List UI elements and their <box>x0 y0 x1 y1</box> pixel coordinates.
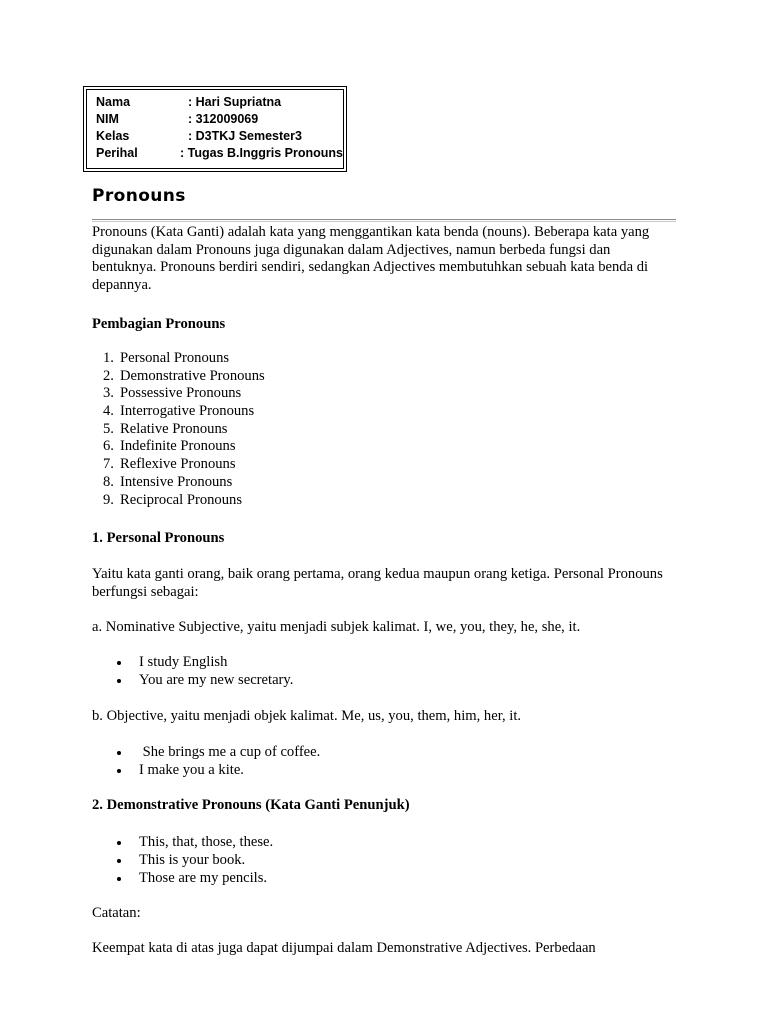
info-key: NIM <box>96 112 119 126</box>
pembagian-heading: Pembagian Pronouns <box>92 316 226 332</box>
page-title: Pronouns <box>92 186 186 206</box>
info-value: : 312009069 <box>188 112 259 126</box>
demonstrative-heading: 2. Demonstrative Pronouns (Kata Ganti Penunjuk) <box>92 797 410 813</box>
list-label: Reflexive Pronouns <box>120 456 236 473</box>
list-item <box>92 492 676 510</box>
info-row-nama <box>96 94 343 111</box>
list-item <box>92 385 676 403</box>
list-item <box>92 350 676 368</box>
personal-description: Yaitu kata ganti orang, baik orang pertama, orang kedua maupun orang ketiga. Personal Pronouns berfungsi sebagai: <box>92 566 663 600</box>
list-item: You are my new secretary. <box>92 671 676 689</box>
list-item: I study English <box>92 653 676 671</box>
list-number: 7. <box>103 456 114 473</box>
info-key: Kelas <box>96 129 130 143</box>
info-value: : Tugas B.Inggris Pronouns <box>180 146 343 160</box>
list-item <box>92 403 676 421</box>
list-label: Reciprocal Pronouns <box>120 491 242 508</box>
list-label: Interrogative Pronouns <box>120 403 255 420</box>
list-number: 3. <box>103 385 114 402</box>
list-number: 4. <box>103 403 114 420</box>
list-number: 9. <box>103 491 114 508</box>
objective-text: b. Objective, yaitu menjadi objek kalimat. Me, us, you, them, him, her, it. <box>92 708 522 724</box>
personal-heading: 1. Personal Pronouns <box>92 530 225 546</box>
info-value: : Hari Supriatna <box>188 95 282 109</box>
list-item: This, that, those, these. <box>92 833 676 851</box>
info-row-perihal <box>96 145 343 162</box>
list-item <box>92 421 676 439</box>
list-item <box>92 368 676 386</box>
info-key: Perihal <box>96 146 138 160</box>
list-item: Those are my pencils. <box>92 869 676 887</box>
nominative-text: a. Nominative Subjective, yaitu menjadi subjek kalimat. I, we, you, they, he, she, it. <box>92 619 581 635</box>
list-label: Demonstrative Pronouns <box>120 367 265 384</box>
catatan-label: Catatan: <box>92 905 141 921</box>
list-number: 8. <box>103 473 114 490</box>
list-item <box>92 438 676 456</box>
intro-paragraph: Pronouns (Kata Ganti) adalah kata yang menggantikan kata benda (nouns). Beberapa kata yang digunakan dalam Pronouns juga digunakan dalam Adjectives, namun berbeda fungsi dan bentuknya. Pronouns berdiri sendiri, sedangkan Adjectives membutuhkan sebuah kata benda di depannya. <box>92 224 650 293</box>
pembagian-list <box>92 350 676 509</box>
list-label: Possessive Pronouns <box>120 385 242 402</box>
student-info-box <box>83 86 347 172</box>
list-label: Relative Pronouns <box>120 420 228 437</box>
nominative-examples <box>92 653 676 689</box>
list-item <box>92 456 676 474</box>
info-value: : D3TKJ Semester3 <box>188 129 302 143</box>
list-label: Intensive Pronouns <box>120 473 233 490</box>
list-number: 1. <box>103 350 114 366</box>
info-row-nim <box>96 111 343 128</box>
objective-examples <box>92 743 676 779</box>
list-number: 2. <box>103 367 114 384</box>
list-number: 6. <box>103 438 114 455</box>
list-item: She brings me a cup of coffee. <box>92 743 676 761</box>
list-label: Indefinite Pronouns <box>120 438 236 455</box>
list-item <box>92 474 676 492</box>
list-item: I make you a kite. <box>92 761 676 779</box>
info-row-kelas <box>96 128 343 145</box>
list-number: 5. <box>103 420 114 437</box>
list-label: Personal Pronouns <box>120 350 230 366</box>
demonstrative-note: Keempat kata di atas juga dapat dijumpai dalam Demonstrative Adjectives. Perbedaan <box>92 940 596 956</box>
demonstrative-examples <box>92 833 676 887</box>
info-key: Nama <box>96 95 131 109</box>
list-item: This is your book. <box>92 851 676 869</box>
title-divider <box>92 219 676 222</box>
